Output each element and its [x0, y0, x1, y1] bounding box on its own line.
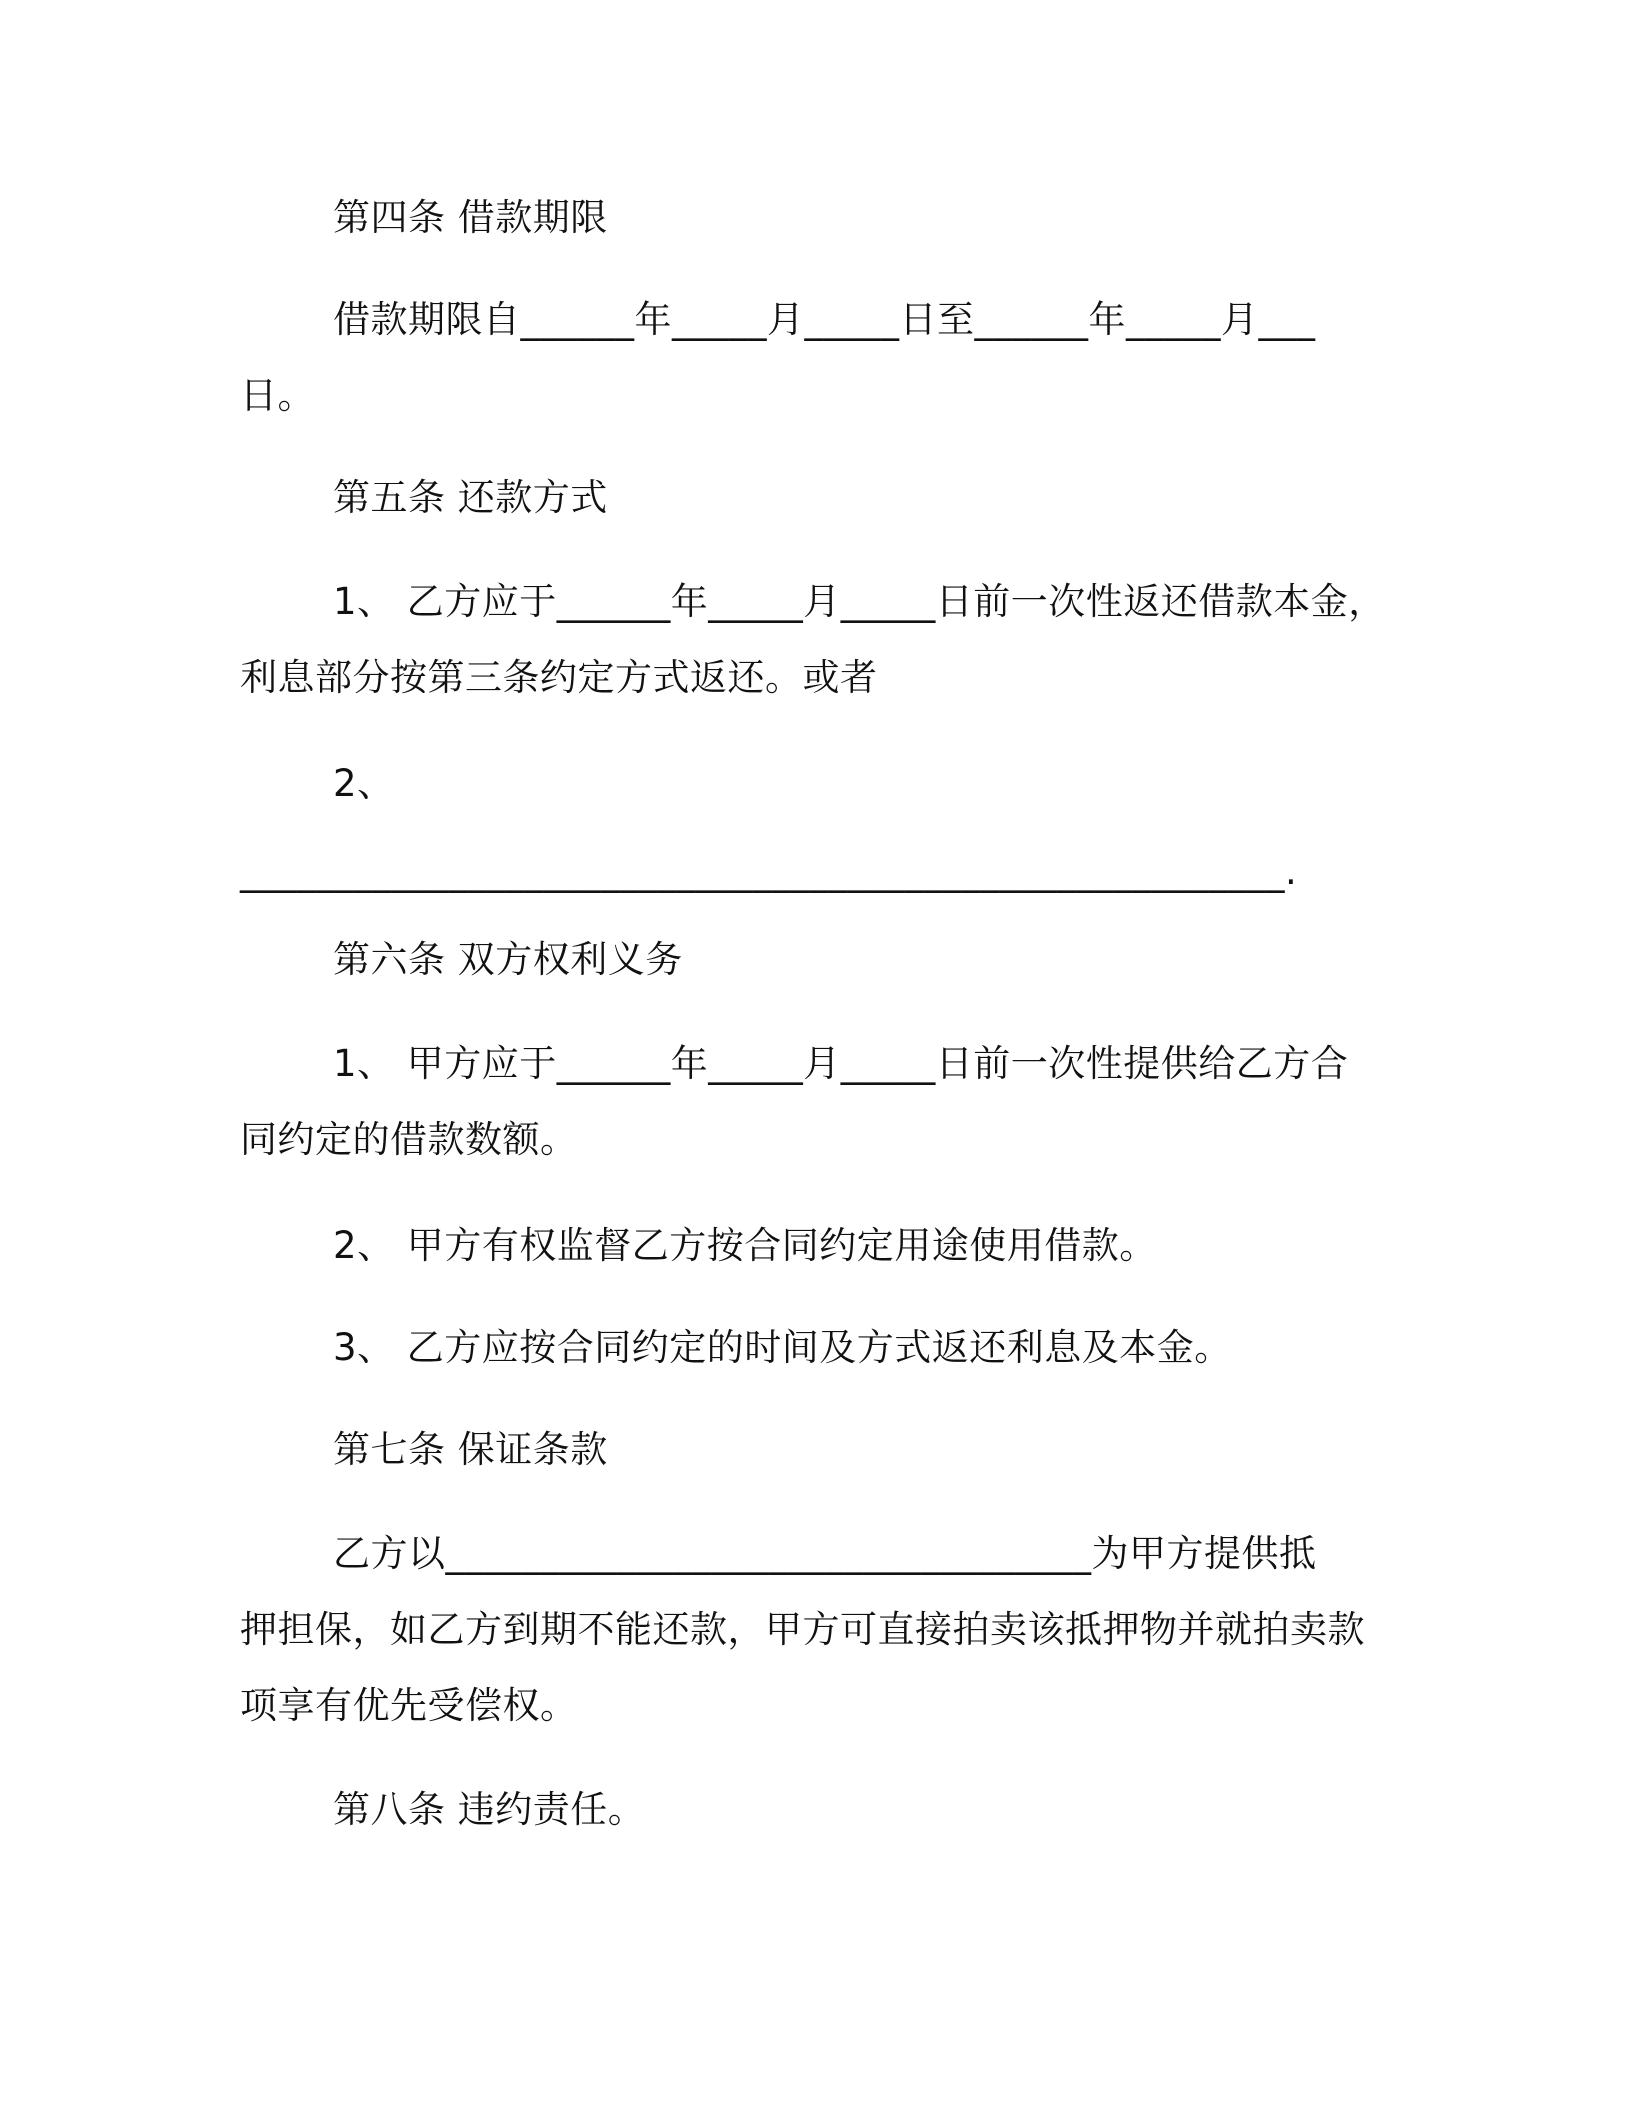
article-4-heading: 第四条 借款期限 [333, 196, 608, 239]
article-5-item-2-label: 2、 [333, 762, 395, 805]
article-5-item-1-line-2: 利息部分按第三条约定方式返还。或者 [240, 656, 878, 699]
article-4-text-line-2: 日。 [240, 374, 315, 417]
article-6-item-3: 3、 乙方应按合同约定的时间及方式返还利息及本金。 [333, 1326, 1232, 1369]
article-5-item-2-blank-line: _______________________________________________________. [240, 850, 1298, 893]
article-8-heading: 第八条 违约责任。 [333, 1788, 646, 1831]
article-7-heading: 第七条 保证条款 [333, 1428, 608, 1471]
article-4-text-line-1: 借款期限自______年_____月_____日至______年_____月___ [333, 298, 1316, 341]
article-7-text-line-2: 押担保，如乙方到期不能还款，甲方可直接拍卖该抵押物并就拍卖款 [240, 1608, 1365, 1651]
article-5-item-1-line-1: 1、 乙方应于______年_____月_____日前一次性返还借款本金， [333, 580, 1386, 623]
article-6-heading: 第六条 双方权利义务 [333, 938, 683, 981]
article-6-item-1-line-2: 同约定的借款数额。 [240, 1118, 578, 1161]
article-6-item-1-line-1: 1、 甲方应于______年_____月_____日前一次性提供给乙方合 [333, 1042, 1349, 1085]
article-7-text-line-1: 乙方以__________________________________为甲方提供抵 [333, 1532, 1317, 1575]
article-5-heading: 第五条 还款方式 [333, 476, 608, 519]
article-6-item-2: 2、 甲方有权监督乙方按合同约定用途使用借款。 [333, 1224, 1157, 1267]
article-7-text-line-3: 项享有优先受偿权。 [240, 1684, 578, 1727]
